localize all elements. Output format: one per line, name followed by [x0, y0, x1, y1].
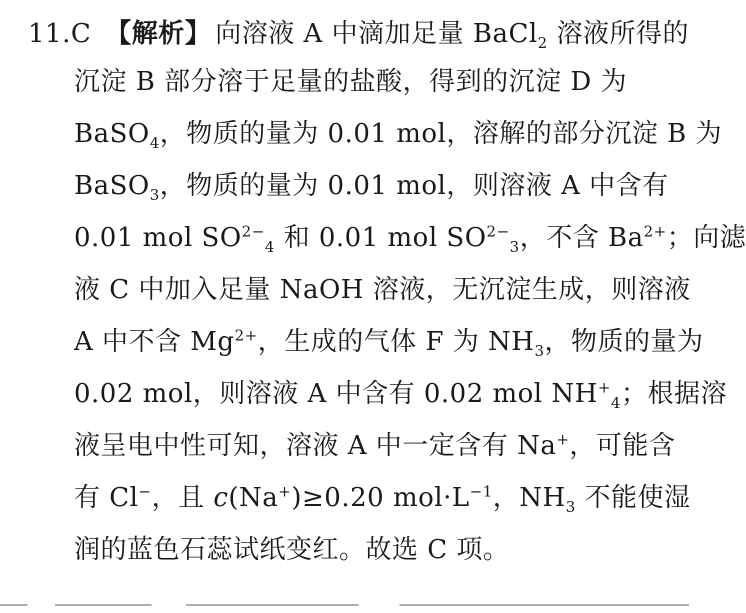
text-line-6: 液 C 中加入足量 NaOH 溶液，无沉淀生成，则溶液 — [74, 275, 691, 305]
page-bottom-edge — [0, 604, 689, 606]
question-number: 11.C — [28, 19, 92, 49]
text-line-9: 液呈电中性可知，溶液 A 中一定含有 Na+，可能含 — [74, 430, 676, 461]
text-line-3: BaSO$_4$，物质的量为 0.01 mol，溶解的部分沉淀 B 为 — [74, 119, 722, 153]
text-line-4: BaSO$_3$，物质的量为 0.01 mol，则溶液 A 中含有 — [74, 171, 669, 205]
text-line-5: 0.01 mol $SO^{2-}_4$ 和 0.01 mol $SO^{2-}_3$，不含 $Ba^{2+}$；向滤 — [74, 222, 746, 257]
text-line-1: 11.C 【解析】 向溶液 A 中滴加足量 BaCl$_2$ 溶液所得的 — [28, 19, 689, 53]
text-line-7: A 中不含 $Mg^{2+}$，生成的气体 F 为 $NH_3$，物质的量为 — [74, 326, 704, 361]
text-line-8: 0.02 mol，则溶液 A 中含有 0.02 mol $NH^+_4$；根据溶 — [74, 378, 727, 413]
text-line-2: 沉淀 B 部分溶于足量的盐酸，得到的沉淀 D 为 — [74, 67, 628, 97]
text-line-10: 有 Cl−，且 c(Na+)≥0.20 $mol\cdot L^{-1}$，$NH_3$ 不能使湿 — [74, 482, 691, 517]
text-line-11: 润的蓝色石蕊试纸变红。故选 C 项。 — [74, 535, 510, 565]
analysis-tag: 【解析】 — [105, 19, 212, 49]
